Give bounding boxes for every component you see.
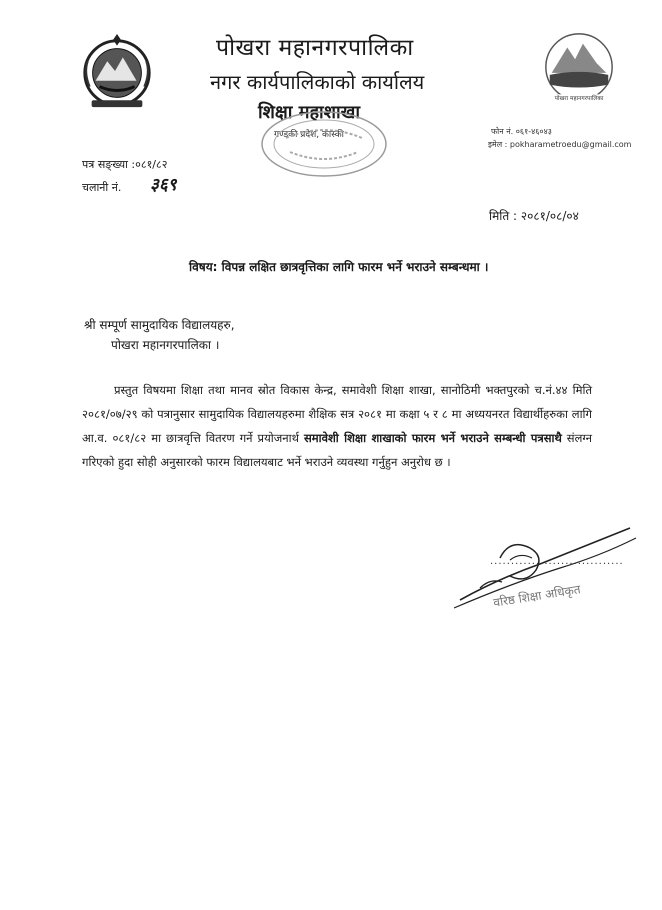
dispatch-number-value: ३६९: [150, 175, 177, 195]
signature-line: ................................: [490, 556, 624, 567]
body-text-bold: समावेशी शिक्षा शाखाको फारम भर्ने भराउने सम्बन्धी पत्रसाथै: [303, 431, 562, 445]
signatory-title: वरिष्ठ शिक्षा अधिकृत: [492, 582, 582, 610]
pokhara-metro-logo-icon: [540, 30, 618, 108]
logo-caption: पोखरा महानगरपालिका: [554, 96, 604, 103]
addressee-line-1: श्री सम्पूर्ण सामुदायिक विद्यालयहरु,: [84, 318, 235, 332]
letter-date: मिति : २०८१/०८/०४: [489, 209, 579, 223]
office-stamp-icon: [256, 108, 392, 180]
letter-number: पत्र सङ्ख्या :०८१/८२: [82, 158, 168, 171]
letter-body: [82, 378, 592, 474]
phone-number: फोन नं. ०६१-४६०४३: [491, 127, 552, 136]
body-text-part-2: संलग्न गरिएको हुदा सोही अनुसारको फारम विद्यालयबाट भर्ने भराउने व्यवस्था गर्नुहुन अनुरोध छ ।: [82, 431, 592, 469]
municipality-name: पोखरा महानगरपालिका: [216, 35, 414, 61]
addressee-line-2: पोखरा महानगरपालिका ।: [111, 338, 220, 352]
handwritten-signature-icon: [440, 518, 640, 628]
nepal-emblem-icon: [78, 32, 156, 110]
province-line: गण्डकी प्रदेश, कास्की: [274, 130, 344, 140]
letter-subject: विषय: विपन्न लक्षित छात्रवृत्तिका लागि फारम भर्ने भराउने सम्बन्धमा ।: [189, 260, 489, 274]
department-name: शिक्षा महाशाखा: [258, 102, 361, 123]
body-text-part-1: प्रस्तुत विषयमा शिक्षा तथा मानव स्रोत विकास केन्द्र, समावेशी शिक्षा शाखा, सानोठिमी भक्तपुरको च.नं.४४ मिति २०८१/०७/२९ को पत्रानुसार सामुदायिक विद्यालयहरुमा शैक्षिक सत्र २०८१ मा कक्षा ५ र ८ मा अध्ययनरत विद्यार्थीहरुका लागि आ.व. ०८१/८२ मा छात्रवृत्ति वितरण गर्ने प्रयोजनार्थ: [82, 383, 592, 445]
office-name: नगर कार्यपालिकाको कार्यालय: [210, 70, 425, 94]
dispatch-number-label: चलानी नं.: [82, 181, 122, 194]
email-address: इमेल : pokharametroedu@gmail.com: [488, 140, 632, 149]
